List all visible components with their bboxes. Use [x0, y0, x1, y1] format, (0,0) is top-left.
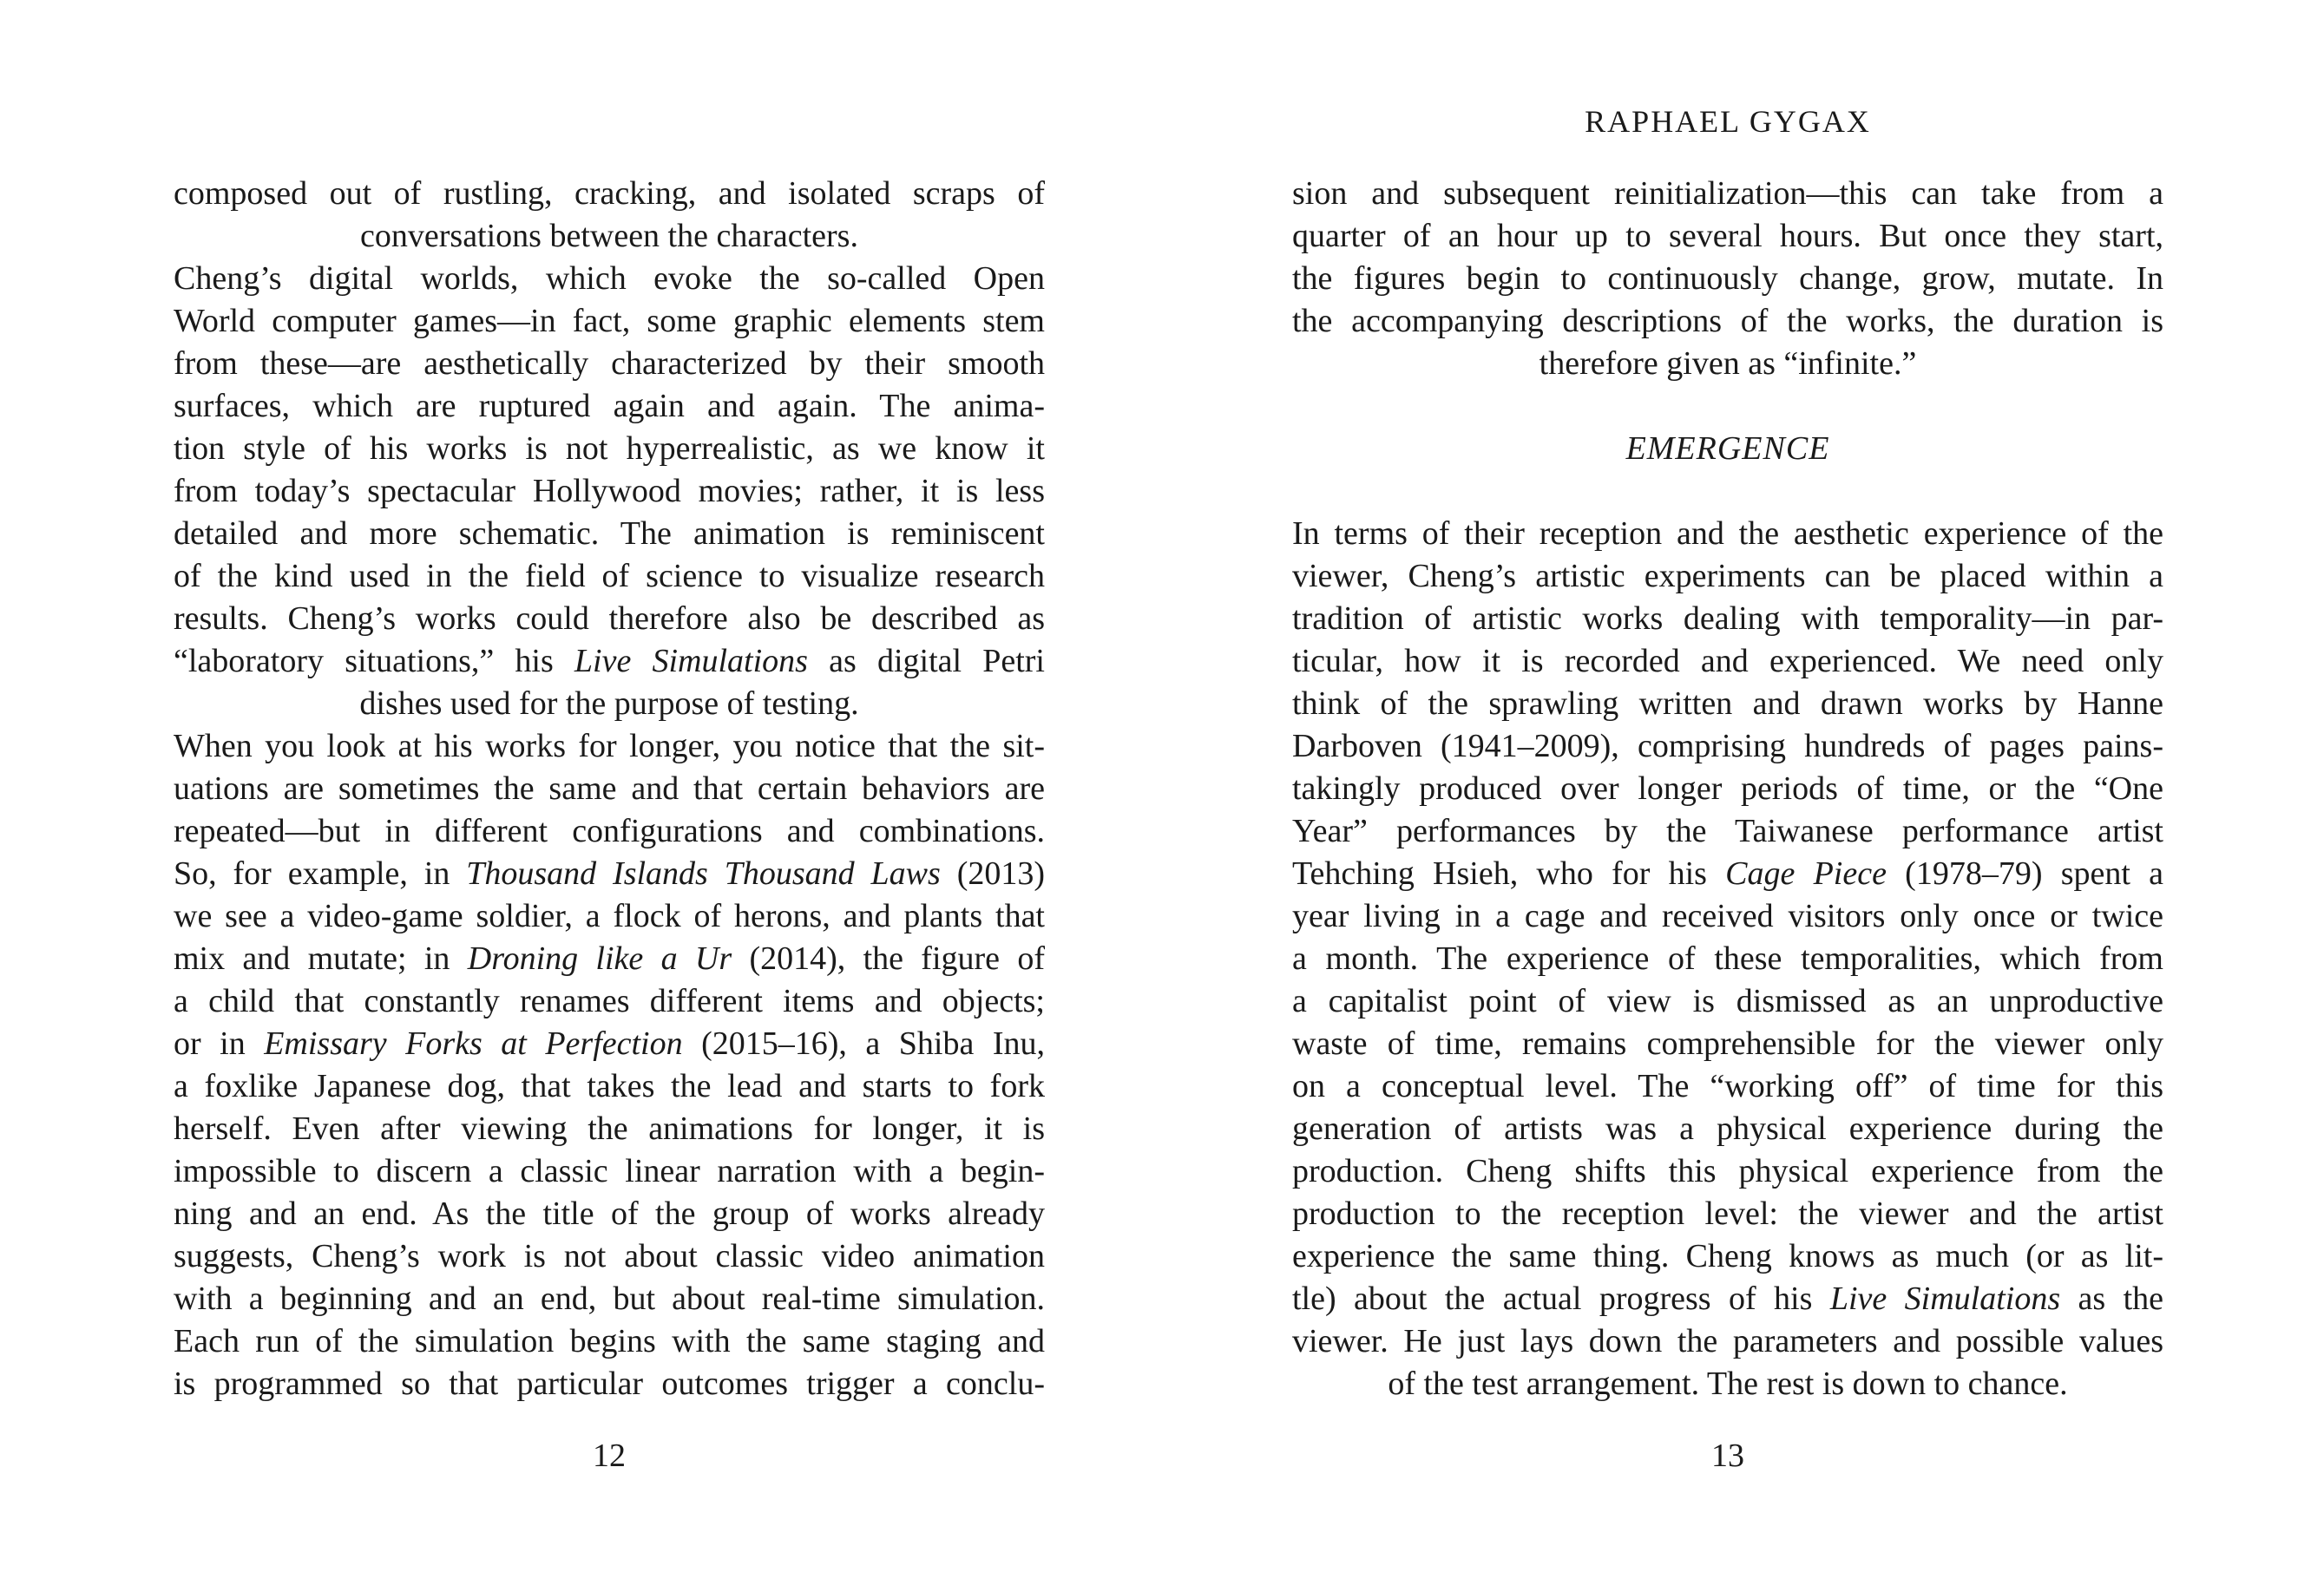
text-line: Darboven (1941–2009), comprising hundreds of pages pains-	[1292, 728, 2163, 764]
text-line: surfaces, which are ruptured again and again. The anima-	[174, 388, 1045, 424]
text-run: (2013)	[940, 855, 1046, 892]
text-line	[174, 853, 1045, 895]
text-line: World computer games—in fact, some graphic elements stem	[174, 303, 1045, 339]
text-line: of the kind used in the field of science to visualize research	[174, 558, 1045, 594]
running-head: RAPHAEL GYGAX	[1585, 104, 1871, 139]
text-line: the figures begin to continuously change, grow, mutate. In	[1292, 260, 2163, 297]
text-run: (1978–79) spent a	[1886, 855, 2163, 892]
italic-title: Cage Piece	[1725, 855, 1887, 892]
page-number-right: 13	[1711, 1438, 1744, 1474]
text-line: detailed and more schematic. The animation is reminiscent	[174, 515, 1045, 552]
text-line: takingly produced over longer periods of time, or the “One	[1292, 770, 2163, 807]
text-line: impossible to discern a classic linear narration with a begin-	[174, 1153, 1045, 1189]
text-line: production. Cheng shifts this physical experience from the	[1292, 1153, 2163, 1189]
text-line: tradition of artistic works dealing with temporality—in par-	[1292, 600, 2163, 637]
text-line: year living in a cage and received visitors only once or twice	[1292, 898, 2163, 934]
right-page-body-bottom	[1292, 513, 2163, 1405]
text-line: uations are sometimes the same and that certain behaviors are	[174, 770, 1045, 807]
text-line: generation of artists was a physical experience during the	[1292, 1110, 2163, 1147]
text-line: with a beginning and an end, but about real-time simulation.	[174, 1281, 1045, 1317]
text-line: from these—are aesthetically characterized by their smooth	[174, 345, 1045, 382]
text-run: tle) about the actual progress of his	[1292, 1281, 1830, 1317]
text-line: of the test arrangement. The rest is down to chance.	[1388, 1366, 2068, 1402]
text-line	[174, 1023, 1045, 1065]
text-line: ning and an end. As the title of the group of works already	[174, 1195, 1045, 1232]
text-run: as the	[2060, 1281, 2164, 1317]
text-run: So, for example, in	[174, 855, 467, 892]
text-line: viewer, Cheng’s artistic experiments can be placed within a	[1292, 558, 2163, 594]
text-line: Year” performances by the Taiwanese performance artist	[1292, 813, 2163, 849]
text-line: sion and subsequent reinitialization—this can take from a	[1292, 175, 2163, 212]
page-number-left: 12	[593, 1438, 626, 1474]
text-line: conversations between the characters.	[360, 218, 858, 254]
text-line: from today’s spectacular Hollywood movies; rather, it is less	[174, 473, 1045, 509]
text-line: a foxlike Japanese dog, that takes the lead and starts to fork	[174, 1068, 1045, 1104]
spacer	[1292, 470, 2163, 513]
text-line: waste of time, remains comprehensible for the viewer only	[1292, 1025, 2163, 1062]
left-page-body	[174, 173, 1045, 1405]
text-line	[174, 938, 1045, 980]
italic-title: Live Simulations	[574, 643, 808, 679]
text-line: a capitalist point of view is dismissed as an unproductive	[1292, 983, 2163, 1019]
text-line: herself. Even after viewing the animations for longer, it is	[174, 1110, 1045, 1147]
text-line: a month. The experience of these temporalities, which from	[1292, 940, 2163, 977]
text-line: repeated—but in different configurations and combinations.	[174, 813, 1045, 849]
text-run: (2015–16), a Shiba Inu,	[682, 1025, 1045, 1062]
text-run: “laboratory situations,” his	[174, 643, 574, 679]
text-line	[174, 640, 1045, 683]
text-line: the accompanying descriptions of the works, the duration is	[1292, 303, 2163, 339]
right-page	[1162, 0, 2324, 1572]
text-line: dishes used for the purpose of testing.	[359, 685, 859, 722]
text-run: (2014), the figure of	[732, 940, 1045, 977]
italic-title: Live Simulations	[1829, 1281, 2061, 1317]
text-line: tion style of his works is not hyperrealistic, as we know it	[174, 430, 1045, 467]
text-line: composed out of rustling, cracking, and isolated scraps of	[174, 175, 1045, 212]
text-line	[1292, 853, 2163, 895]
text-line: results. Cheng’s works could therefore also be described as	[174, 600, 1045, 637]
text-line: therefore given as “infinite.”	[1539, 345, 1917, 382]
text-run: mix and mutate; in	[174, 940, 468, 977]
text-line: on a conceptual level. The “working off” of time for this	[1292, 1068, 2163, 1104]
text-line: ticular, how it is recorded and experienced. We need only	[1292, 643, 2163, 679]
spacer	[1292, 385, 2163, 428]
text-line: is programmed so that particular outcomes trigger a conclu-	[174, 1366, 1045, 1402]
text-run: as digital Petri	[807, 643, 1045, 679]
section-heading: EMERGENCE	[1625, 430, 1830, 467]
text-line: we see a video-game soldier, a flock of herons, and plants that	[174, 898, 1045, 934]
italic-title: Droning like a Ur	[467, 940, 732, 977]
text-line: experience the same thing. Cheng knows as much (or as lit-	[1292, 1238, 2163, 1274]
text-line: a child that constantly renames different items and objects;	[174, 983, 1045, 1019]
text-line: viewer. He just lays down the parameters and possible values	[1292, 1323, 2163, 1359]
text-line	[1292, 1278, 2163, 1320]
text-line: suggests, Cheng’s work is not about classic video animation	[174, 1238, 1045, 1274]
italic-title: Emissary Forks at Perfection	[264, 1025, 683, 1062]
text-line: production to the reception level: the viewer and the artist	[1292, 1195, 2163, 1232]
text-line: think of the sprawling written and drawn works by Hanne	[1292, 685, 2163, 722]
italic-title: Thousand Islands Thousand Laws	[466, 855, 941, 892]
text-line: quarter of an hour up to several hours. But once they start,	[1292, 218, 2163, 254]
text-line: When you look at his works for longer, you notice that the sit-	[174, 728, 1045, 764]
text-line: Cheng’s digital worlds, which evoke the so-called Open	[174, 260, 1045, 297]
text-run: Tehching Hsieh, who for his	[1292, 855, 1726, 892]
text-line: In terms of their reception and the aesthetic experience of the	[1292, 515, 2163, 552]
text-run: or in	[174, 1025, 265, 1062]
text-line: Each run of the simulation begins with the same staging and	[174, 1323, 1045, 1359]
right-page-body-top	[1292, 173, 2163, 385]
right-page-body	[1292, 173, 2163, 1405]
